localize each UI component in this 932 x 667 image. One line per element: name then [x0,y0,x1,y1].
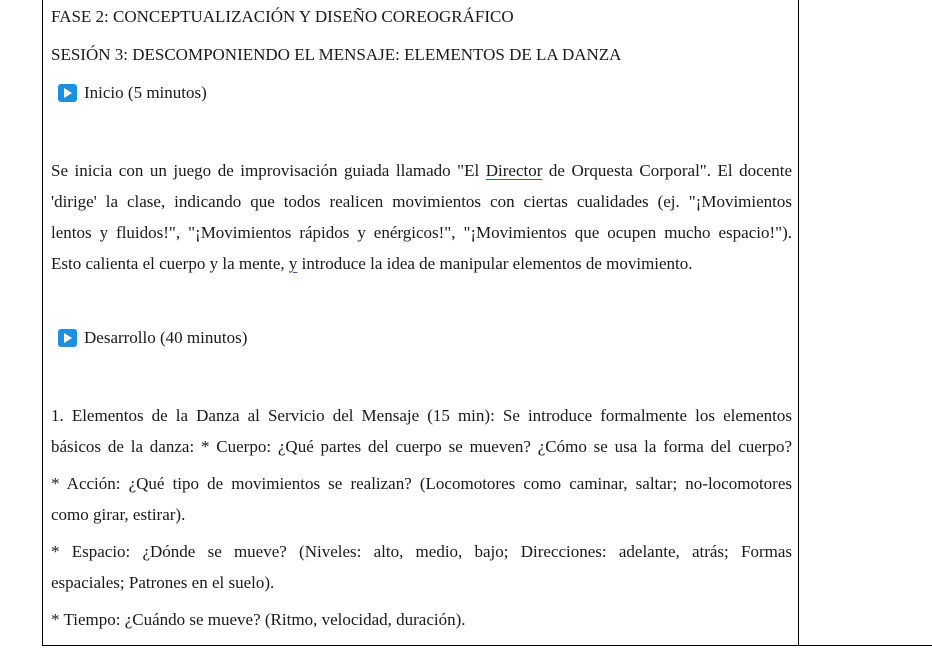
inicio-label: Inicio (5 minutos) [84,83,207,102]
inicio-paragraph-line-3: lentos y fluidos!", "¡Movimientos rápidos y enérgicos!", "¡Movimientos que ocupen mucho espacio!"). [51,223,792,242]
play-button-icon [58,84,77,102]
inicio-paragraph-line-1 [51,161,792,181]
desarrollo-paragraph-line-1: 1. Elementos de la Danza al Servicio del Mensaje (15 min): Se introduce formalmente los elementos [51,406,792,425]
underlined-word-y: y [288,254,298,273]
table-left-border [42,0,43,646]
text-run: de Orquesta Corporal". El docente [542,161,792,180]
text-run: Se inicia con un juego de improvisación guiada llamado "El [51,161,486,180]
inicio-paragraph-line-2: 'dirige' la clase, indicando que todos realicen movimientos con ciertas cualidades (ej. "¡Movimientos [51,192,792,211]
table-bottom-border [42,645,932,646]
desarrollo-paragraph-line-6: espaciales; Patrones en el suelo). [51,573,275,592]
text-run: Esto calienta el cuerpo y la mente, [51,254,289,273]
phase-title: FASE 2: CONCEPTUALIZACIÓN Y DISEÑO COREOGRÁFICO [51,7,514,26]
play-button-icon [58,329,77,347]
desarrollo-paragraph-line-3: * Acción: ¿Qué tipo de movimientos se realizan? (Locomotores como caminar, saltar; no-locomotores [51,474,792,493]
desarrollo-heading [58,328,247,348]
inicio-heading [58,83,207,103]
desarrollo-label: Desarrollo (40 minutos) [84,328,248,347]
text-run: introduce la idea de manipular elementos de movimiento. [297,254,693,273]
desarrollo-paragraph-line-5: * Espacio: ¿Dónde se mueve? (Niveles: alto, medio, bajo; Direcciones: adelante, atrás; Formas [51,542,792,561]
session-title: SESIÓN 3: DESCOMPONIENDO EL MENSAJE: ELEMENTOS DE LA DANZA [51,45,622,64]
desarrollo-paragraph-line-4: como girar, estirar). [51,505,186,524]
inicio-paragraph-line-4 [51,254,693,274]
desarrollo-paragraph-line-7: * Tiempo: ¿Cuándo se mueve? (Ritmo, velocidad, duración). [51,610,466,629]
desarrollo-paragraph-line-2: básicos de la danza: * Cuerpo: ¿Qué partes del cuerpo se mueven? ¿Cómo se usa la forma del cuerpo? [51,437,792,456]
underlined-word-director: Director [485,161,543,180]
table-column-divider [798,0,799,646]
